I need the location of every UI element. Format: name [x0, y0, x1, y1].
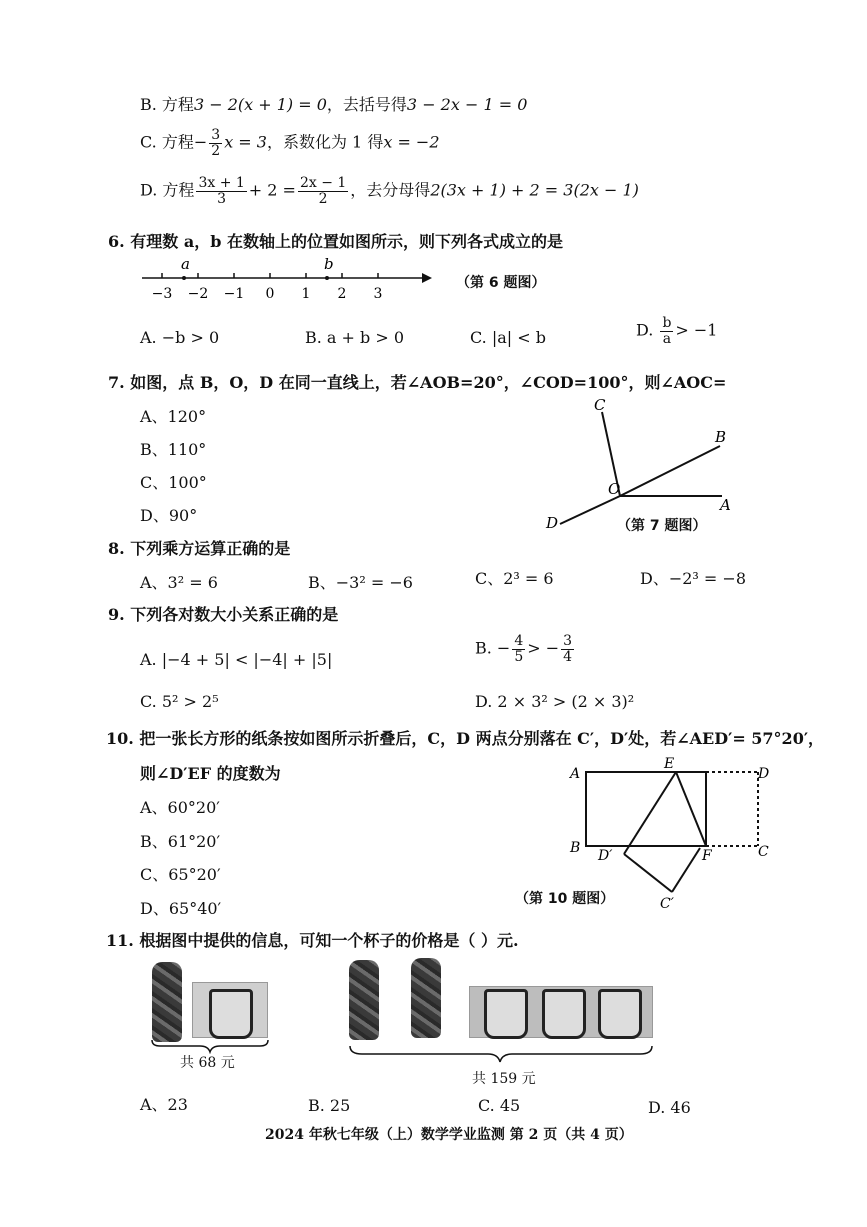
- svg-text:C: C: [758, 844, 769, 860]
- q8-option-c: C、2³ = 6: [475, 569, 554, 588]
- q11-option-d: D. 46: [648, 1098, 691, 1117]
- q11-option-c: C. 45: [478, 1096, 521, 1115]
- q6-option-c: C. |a| < b: [470, 328, 546, 347]
- q10-option-b: B、61°20′: [140, 832, 221, 851]
- q7-option-a: A、120°: [140, 407, 207, 426]
- cup-icon: [542, 989, 586, 1039]
- q8-option-d: D、−2³ = −8: [640, 569, 746, 588]
- q6-label-b: b: [324, 255, 334, 273]
- svg-text:C′: C′: [660, 896, 674, 912]
- number-line-tick-label: 1: [301, 286, 311, 302]
- q11-image-2: [345, 956, 655, 1044]
- number-line-tick-label: 0: [265, 286, 275, 302]
- number-line-tick-label: −1: [223, 286, 245, 302]
- q5-option-c: C. 方程− $\frac{3}{2}$ x = 3，系数化为 1 得x = −2: [140, 127, 440, 159]
- q11-brace-2: [348, 1044, 656, 1066]
- q11-image-1: [148, 960, 268, 1040]
- q9-option-d: D. 2 × 3² > (2 × 3)²: [475, 692, 635, 711]
- q10-option-d: D、65°40′: [140, 899, 222, 918]
- svg-text:A: A: [720, 496, 731, 514]
- q6-label-a: a: [181, 255, 190, 273]
- cup-icon: [209, 989, 253, 1039]
- q9-question: 9. 下列各对数大小关系正确的是: [108, 605, 339, 624]
- q10-caption: （第 10 题图）: [515, 891, 615, 907]
- q8-option-a: A、3² = 6: [140, 573, 218, 592]
- q8-question: 8. 下列乘方运算正确的是: [108, 539, 291, 558]
- q11-question: 11. 根据图中提供的信息，可知一个杯子的价格是（ ）元.: [106, 931, 519, 950]
- q10-question: 10. 把一张长方形的纸条按如图所示折叠后，C，D 两点分别落在 C′，D′处，若∠AED′= 57°20′，: [106, 729, 825, 748]
- q10-option-c: C、65°20′: [140, 865, 221, 884]
- number-line-tick-label: −2: [187, 286, 209, 302]
- svg-text:F: F: [702, 848, 712, 864]
- cup-icon: [598, 989, 642, 1039]
- svg-text:E: E: [664, 756, 675, 772]
- q6-caption: （第 6 题图）: [456, 275, 546, 291]
- q8-option-b: B、−3² = −6: [308, 573, 413, 592]
- q11-label-2: 共 159 元: [472, 1071, 536, 1087]
- svg-text:B: B: [715, 428, 727, 446]
- q6-option-d: D. $\frac{b}{a}$ > −1: [636, 315, 718, 347]
- q6-option-a: A. −b > 0: [140, 328, 220, 347]
- q9-option-c: C. 5² > 2⁵: [140, 692, 219, 711]
- q9-option-b: B. − $\frac{4}{5}$ > − $\frac{3}{4}$: [475, 633, 573, 665]
- q10-question-line2: 则∠D′EF 的度数为: [140, 764, 281, 783]
- page-footer: 2024 年秋七年级（上）数学学业监测 第 2 页（共 4 页）: [265, 1127, 633, 1143]
- q6-number-line: [140, 252, 440, 302]
- q6-point-b: [325, 276, 329, 280]
- cup-icon: [484, 989, 528, 1039]
- q7-option-b: B、110°: [140, 440, 207, 459]
- number-line-tick-label: −3: [151, 286, 173, 302]
- svg-text:D′: D′: [598, 848, 613, 864]
- svg-text:D: D: [758, 766, 770, 782]
- number-line-tick-label: 2: [337, 286, 347, 302]
- q5-option-d: D. 方程 $\frac{3x + 1}{3}$ + 2 = $\frac{2x - 1}{2}$ ，去分母得2(3x + 1) + 2 = 3(2x − 1): [140, 175, 639, 207]
- q11-option-a: A、23: [140, 1095, 188, 1114]
- thermos-icon: [152, 962, 182, 1042]
- q10-option-a: A、60°20′: [140, 798, 220, 817]
- q9-option-a: A. |−4 + 5| < |−4| + |5|: [140, 650, 333, 669]
- q6-question: 6. 有理数 a，b 在数轴上的位置如图所示，则下列各式成立的是: [108, 232, 563, 251]
- number-line-tick-label: 3: [373, 286, 383, 302]
- q6-option-b: B. a + b > 0: [305, 328, 405, 347]
- cups-photo-frame: [469, 986, 653, 1038]
- q7-question: 7. 如图，点 B，O，D 在同一直线上，若∠AOB=20°，∠COD=100°，则∠AOC=: [108, 373, 727, 392]
- q7-figure: [540, 392, 740, 532]
- thermos-icon: [349, 960, 379, 1040]
- svg-text:B: B: [570, 840, 581, 856]
- q11-label-1: 共 68 元: [180, 1055, 235, 1071]
- q7-option-c: C、100°: [140, 473, 207, 492]
- svg-text:A: A: [570, 766, 581, 782]
- q5-option-b: B. 方程3 − 2(x + 1) = 0，去括号得3 − 2x − 1 = 0: [140, 95, 528, 114]
- cup-photo-frame: [192, 982, 268, 1038]
- thermos-icon: [411, 958, 441, 1038]
- q7-caption: （第 7 题图）: [617, 518, 707, 534]
- svg-text:C: C: [594, 396, 606, 414]
- svg-text:D: D: [546, 514, 559, 532]
- q6-point-a: [182, 276, 186, 280]
- q11-option-b: B. 25: [308, 1096, 351, 1115]
- q7-option-d: D、90°: [140, 506, 198, 525]
- svg-text:O: O: [608, 480, 621, 498]
